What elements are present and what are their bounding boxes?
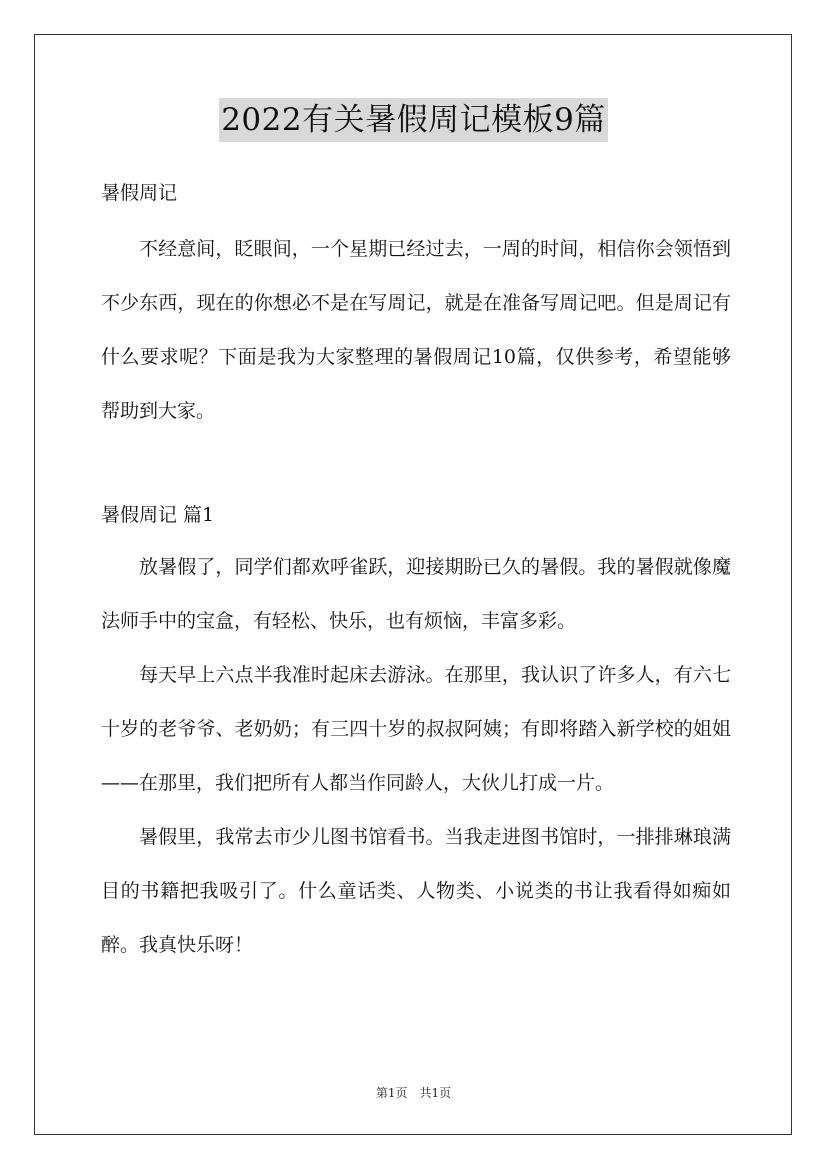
body-paragraph: 每天早上六点半我准时起床去游泳。在那里，我认识了许多人，有六七十岁的老爷爷、老奶奶；有三四十岁的叔叔阿姨；有即将踏入新学校的姐姐——在那里，我们把所有人都当作同龄人，大伙儿打成一片。 <box>101 664 731 794</box>
intro-paragraph: 不经意间，眨眼间，一个星期已经过去，一周的时间，相信你会领悟到不少东西，现在的你想必不是在写周记，就是在准备写周记吧。但是周记有什么要求呢？下面是我为大家整理的暑假周记10篇，仅供参考，希望能够帮助到大家。 <box>101 238 731 422</box>
title-container <box>0 98 827 142</box>
body-paragraph: 暑假里，我常去市少儿图书馆看书。当我走进图书馆时，一排排琳琅满目的书籍把我吸引了。什么童话类、人物类、小说类的书让我看得如痴如醉。我真快乐呀！ <box>101 826 731 956</box>
page-number: 第1页 共1页 <box>375 1086 452 1100</box>
section-gap <box>101 438 731 490</box>
section-heading: 暑假周记 篇1 <box>101 504 215 526</box>
page-footer <box>0 1084 827 1101</box>
document-body <box>101 168 731 972</box>
body-paragraph: 放暑假了，同学们都欢呼雀跃，迎接期盼已久的暑假。我的暑假就像魔法师手中的宝盒，有轻松、快乐，也有烦恼，丰富多彩。 <box>101 556 731 632</box>
document-title: 2022有关暑假周记模板9篇 <box>219 98 608 142</box>
intro-heading: 暑假周记 <box>101 182 178 204</box>
